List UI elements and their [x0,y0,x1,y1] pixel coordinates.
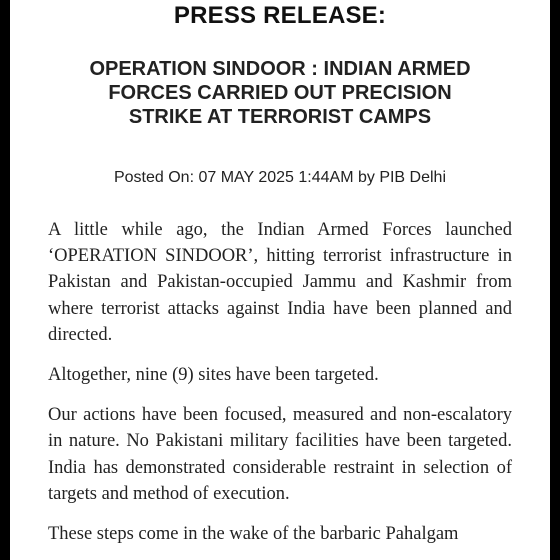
body-paragraph: A little while ago, the Indian Armed Forces launched ‘OPERATION SINDOOR’, hitting terrorist infrastructure in Pakistan and Pakistan-occupied Jammu and Kashmir from where terrorist attacks against India have been planned and directed. [48,220,512,345]
body-text [48,217,512,560]
headline-line: FORCES CARRIED OUT PRECISION [108,82,452,104]
posted-on-line: Posted On: 07 MAY 2025 1:44AM by PIB Delhi [113,169,447,186]
body-paragraph: Our actions have been focused, measured and non-escalatory in nature. No Pakistani military facilities have been targeted. India has demonstrated considerable restraint in selection of targets and method of execution. [48,405,512,504]
headline-line: STRIKE AT TERRORIST CAMPS [128,106,432,128]
headline [30,57,530,129]
press-release-document [10,0,550,560]
body-paragraph: Altogether, nine (9) sites have been targeted. [48,365,379,386]
body-paragraph: These steps come in the wake of the barbaric Pahalgam [48,524,459,545]
headline-line: OPERATION SINDOOR : INDIAN ARMED [89,58,471,80]
press-release-title: PRESS RELEASE: [173,2,387,29]
